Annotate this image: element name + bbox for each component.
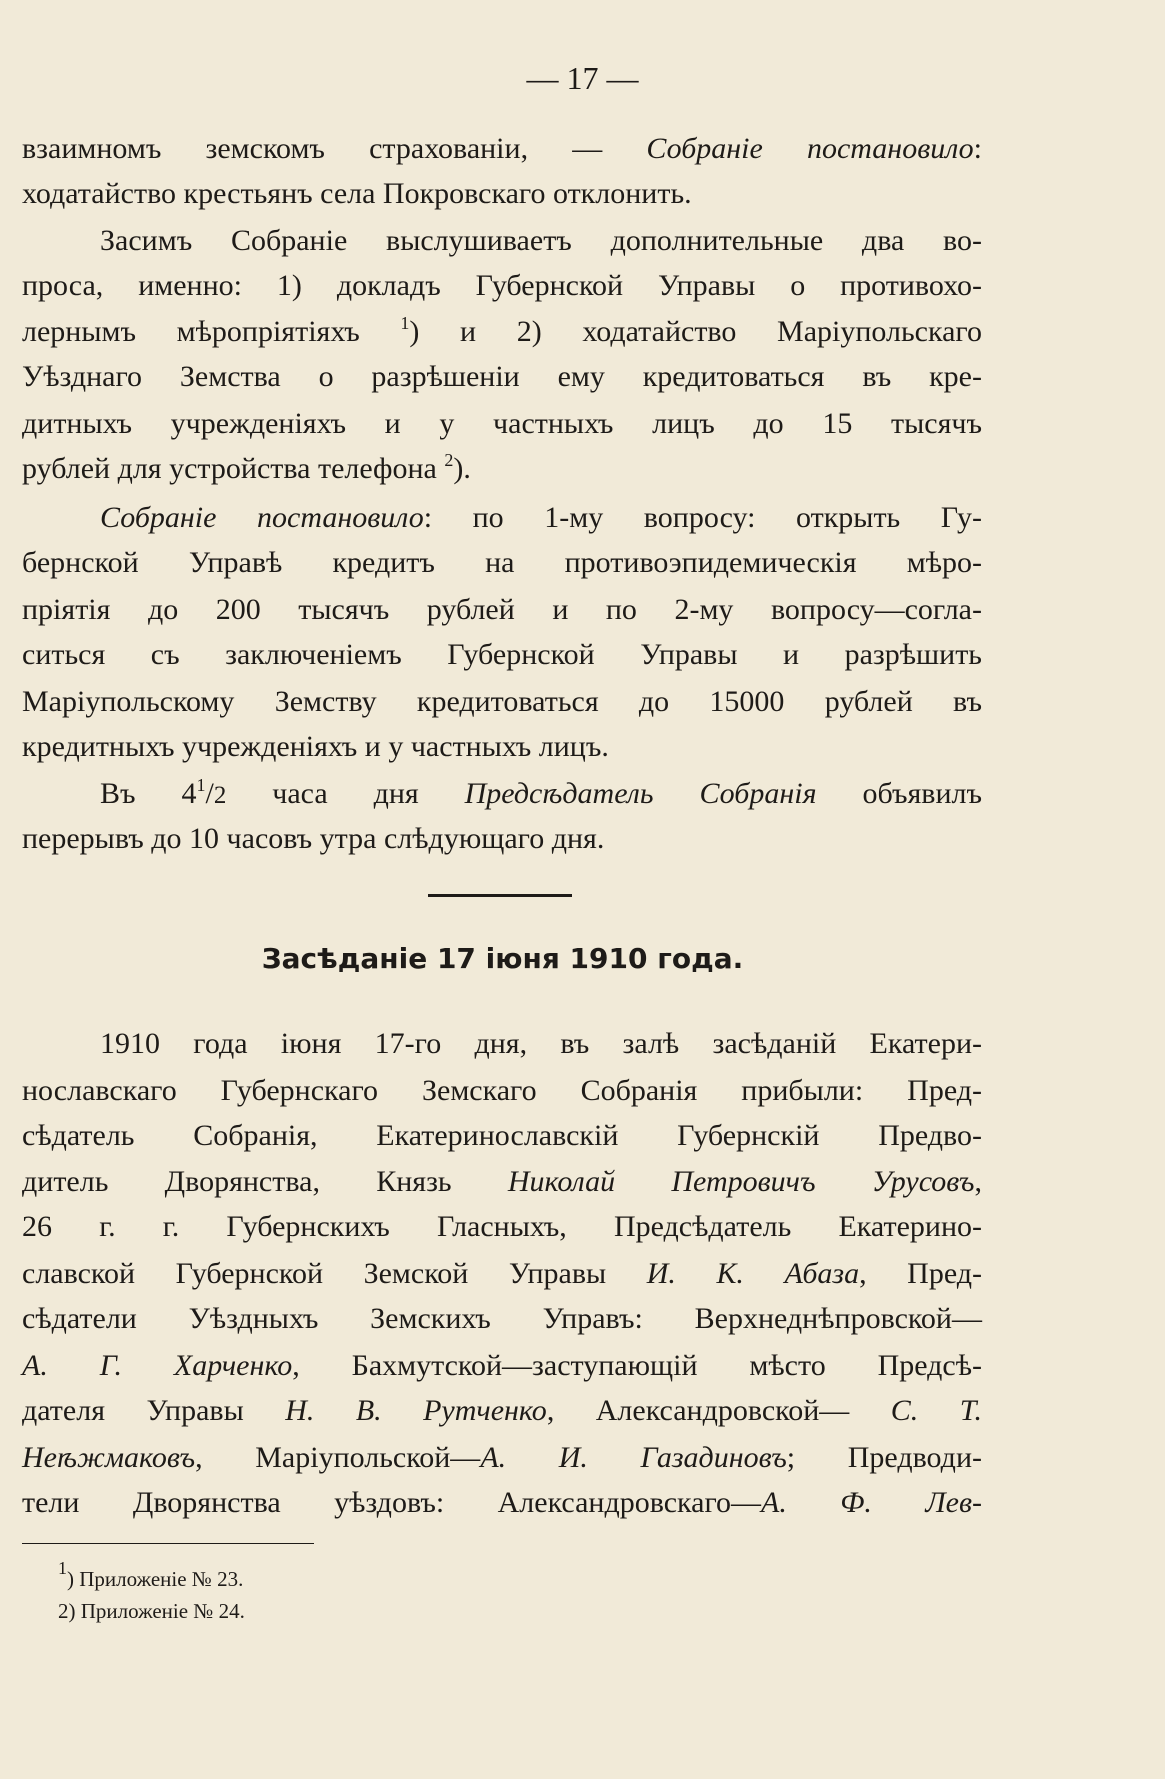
body-text-line: 1910 года іюня 17-го дня, въ залѣ засѣданій Екатери- — [100, 1027, 982, 1060]
footnote-rule — [22, 1543, 314, 1544]
body-text-line: ситься съ заключеніемъ Губернской Управы и разрѣшить — [22, 638, 982, 671]
body-text-line: дитель Дворянства, Князь Николай Петровичъ Урусовъ, — [22, 1165, 982, 1198]
footnote-item: 2) Приложеніе № 24. — [58, 1599, 245, 1623]
body-text-line: Засимъ Собраніе выслушиваетъ дополнительные два во- — [100, 224, 982, 257]
section-divider — [428, 894, 572, 897]
body-text-line: лернымъ мѣропріятіяхъ $^1$) и 2) ходатайство Маріупольскаго — [22, 313, 982, 348]
body-text-line: перерывъ до 10 часовъ утра слѣдующаго дня. — [22, 822, 605, 855]
page-number: — 17 — — [526, 60, 639, 96]
body-text-line: взаимномъ земскомъ страхованіи, — Собраніе постановило: — [22, 132, 983, 165]
body-text-line: нославскаго Губернскаго Земскаго Собранія прибыли: Пред- — [22, 1074, 982, 1107]
body-text-line: Собраніе постановило: по 1-му вопросу: открыть Гу- — [100, 501, 982, 534]
body-text-line: дитныхъ учрежденіяхъ и у частныхъ лицъ до 15 тысячъ — [22, 407, 982, 440]
body-text-line: А. Г. Харченко, Бахмутской—заступающій мѣсто Предсѣ- — [22, 1349, 983, 1382]
session-heading: Засѣданіе 17 іюня 1910 года. — [261, 942, 744, 975]
body-text-line: Неѣжмаковъ, Маріупольской—А. И. Газадиновъ; Предводи- — [22, 1441, 982, 1474]
footnote-item: $^1$) Приложеніе № 23. — [58, 1558, 244, 1591]
body-text-line: тели Дворянства уѣздовъ: Александровскаго—А. Ф. Лев- — [22, 1486, 982, 1519]
body-text-line: Маріупольскому Земству кредитоваться до 15000 рублей въ — [22, 685, 982, 718]
body-text-line: дателя Управы Н. В. Рутченко, Александровской— С. Т. — [22, 1394, 982, 1427]
body-text-line: ходатайство крестьянъ села Покровскаго отклонить. — [22, 177, 692, 210]
body-text-line: сѣдатель Собранія, Екатеринославскій Губернскій Предво- — [22, 1119, 982, 1152]
body-text-line: славской Губернской Земской Управы И. К. Абаза, Пред- — [22, 1257, 983, 1290]
body-text-line: проса, именно: 1) докладъ Губернской Управы о противохо- — [22, 269, 982, 302]
body-text-line: сѣдатели Уѣздныхъ Земскихъ Управъ: Верхнеднѣпровской— — [22, 1302, 982, 1335]
body-text-line: Уѣзднаго Земства о разрѣшеніи ему кредитоваться въ кре- — [22, 360, 982, 393]
body-text-line: кредитныхъ учрежденіяхъ и у частныхъ лицъ. — [22, 730, 609, 763]
body-text-line: 26 г. г. Губернскихъ Гласныхъ, Предсѣдатель Екатерино- — [22, 1210, 982, 1243]
body-text-line: пріятія до 200 тысячъ рублей и по 2-му вопросу—согла- — [22, 593, 982, 626]
body-text-line: бернской Управѣ кредитъ на противоэпидемическія мѣро- — [22, 546, 982, 579]
body-text-line: рублей для устройства телефона $^2$). — [22, 450, 471, 485]
body-text-line: Въ $4^1/2$ часа дня Предсѣдатель Собранія объявилъ — [100, 775, 982, 810]
